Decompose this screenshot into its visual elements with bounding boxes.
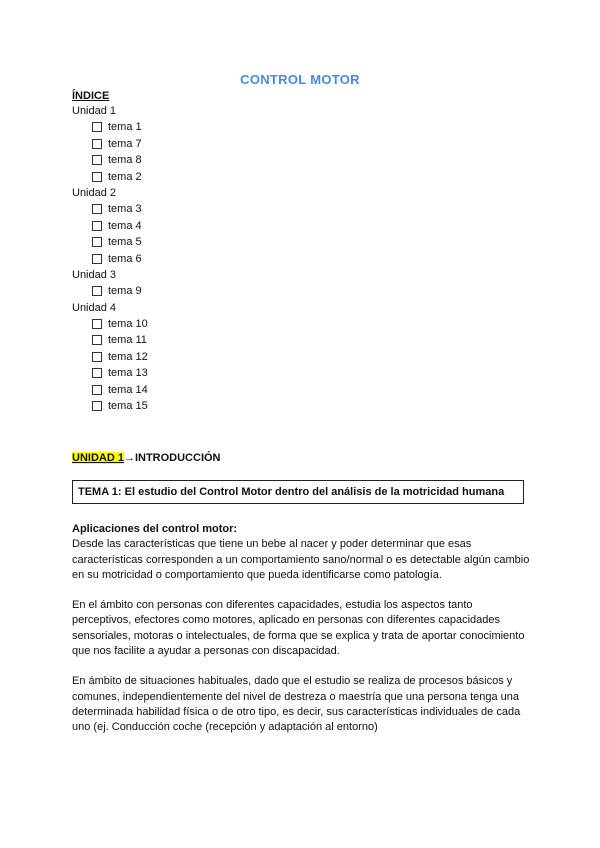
checkbox[interactable] bbox=[92, 401, 102, 411]
topic-heading-box: TEMA 1: El estudio del Control Motor dentro del análisis de la motricidad humana bbox=[72, 480, 524, 504]
topic-item[interactable] bbox=[92, 382, 532, 399]
topic-item[interactable] bbox=[92, 398, 532, 415]
unit-highlight: UNIDAD 1 bbox=[72, 452, 124, 464]
topic-label: tema 1 bbox=[108, 121, 142, 134]
topic-item[interactable] bbox=[92, 119, 532, 136]
unit-title: INTRODUCCIÓN bbox=[134, 452, 221, 464]
topic-item[interactable] bbox=[92, 349, 532, 366]
topic-item[interactable] bbox=[92, 136, 532, 153]
topic-item[interactable] bbox=[92, 218, 532, 235]
checkbox[interactable] bbox=[92, 204, 102, 214]
topic-label: tema 11 bbox=[108, 334, 147, 347]
checkbox[interactable] bbox=[92, 335, 102, 345]
index-list bbox=[72, 89, 532, 415]
arrow-icon: → bbox=[123, 452, 135, 464]
paragraph: Desde las características que tiene un bebe al nacer y poder determinar que esas características corresponden a un comportamiento sano/normal o es detectable algún cambio en su motricidad o comportamiento que pueda identificarse como patología. bbox=[72, 538, 530, 581]
checkbox[interactable] bbox=[92, 122, 102, 132]
topic-label: tema 3 bbox=[108, 203, 142, 216]
topic-label: tema 7 bbox=[108, 137, 142, 150]
index-heading: ÍNDICE bbox=[72, 90, 110, 102]
checkbox[interactable] bbox=[92, 237, 102, 247]
paragraph: En ámbito de situaciones habituales, dado que el estudio se realiza de procesos básicos y comunes, independientemente del nivel de destreza o maestría que una persona tenga una determinada habilidad física o de otro tipo, es decir, sus características individuales de cada uno (ej. Conducción coche (recepción y adaptación al entorno) bbox=[72, 675, 521, 734]
topic-item[interactable] bbox=[92, 365, 532, 382]
topic-label: tema 13 bbox=[108, 367, 148, 380]
topic-label: tema 5 bbox=[108, 236, 142, 249]
checkbox[interactable] bbox=[92, 368, 102, 378]
topic-label: tema 12 bbox=[108, 350, 148, 363]
checkbox[interactable] bbox=[92, 139, 102, 149]
unit-label: Unidad 2 bbox=[72, 187, 117, 199]
topic-item[interactable] bbox=[92, 332, 532, 349]
checkbox[interactable] bbox=[92, 172, 102, 182]
checkbox[interactable] bbox=[92, 155, 102, 165]
unit-label: Unidad 4 bbox=[72, 301, 117, 314]
page-title: CONTROL MOTOR bbox=[240, 72, 360, 87]
checkbox[interactable] bbox=[92, 385, 102, 395]
topic-label: tema 8 bbox=[108, 154, 142, 167]
topic-label: tema 9 bbox=[108, 285, 142, 298]
topic-label: tema 4 bbox=[108, 219, 142, 232]
topic-label: tema 14 bbox=[108, 383, 148, 396]
unit-heading bbox=[72, 451, 221, 465]
topic-item[interactable] bbox=[92, 201, 532, 218]
checkbox[interactable] bbox=[92, 286, 102, 296]
topic-label: tema 6 bbox=[108, 252, 142, 265]
topic-label: tema 2 bbox=[108, 170, 142, 183]
topic-item[interactable] bbox=[92, 251, 532, 268]
section-subheading: Aplicaciones del control motor: bbox=[72, 523, 238, 535]
checkbox[interactable] bbox=[92, 221, 102, 231]
topic-label: tema 10 bbox=[108, 317, 148, 330]
checkbox[interactable] bbox=[92, 254, 102, 264]
topic-item[interactable] bbox=[92, 234, 532, 251]
checkbox[interactable] bbox=[92, 352, 102, 362]
topic-item[interactable] bbox=[92, 283, 532, 300]
checkbox[interactable] bbox=[92, 319, 102, 329]
unit-label: Unidad 1 bbox=[72, 105, 117, 117]
topic-item[interactable] bbox=[92, 169, 532, 186]
content-body bbox=[72, 522, 534, 751]
paragraph: En el ámbito con personas con diferentes capacidades, estudia los aspectos tanto perceptivos, efectores como motores, aplicado en personas con diferentes capacidades sensoriales, motoras o intelectuales, de forma que se explica y trata de aportar conocimiento que nos facilite a ayudar a personas con discapacidad. bbox=[72, 599, 525, 658]
topic-label: tema 15 bbox=[108, 400, 148, 413]
topic-item[interactable] bbox=[92, 152, 532, 169]
unit-label: Unidad 3 bbox=[72, 269, 117, 281]
topic-item[interactable] bbox=[92, 316, 532, 333]
